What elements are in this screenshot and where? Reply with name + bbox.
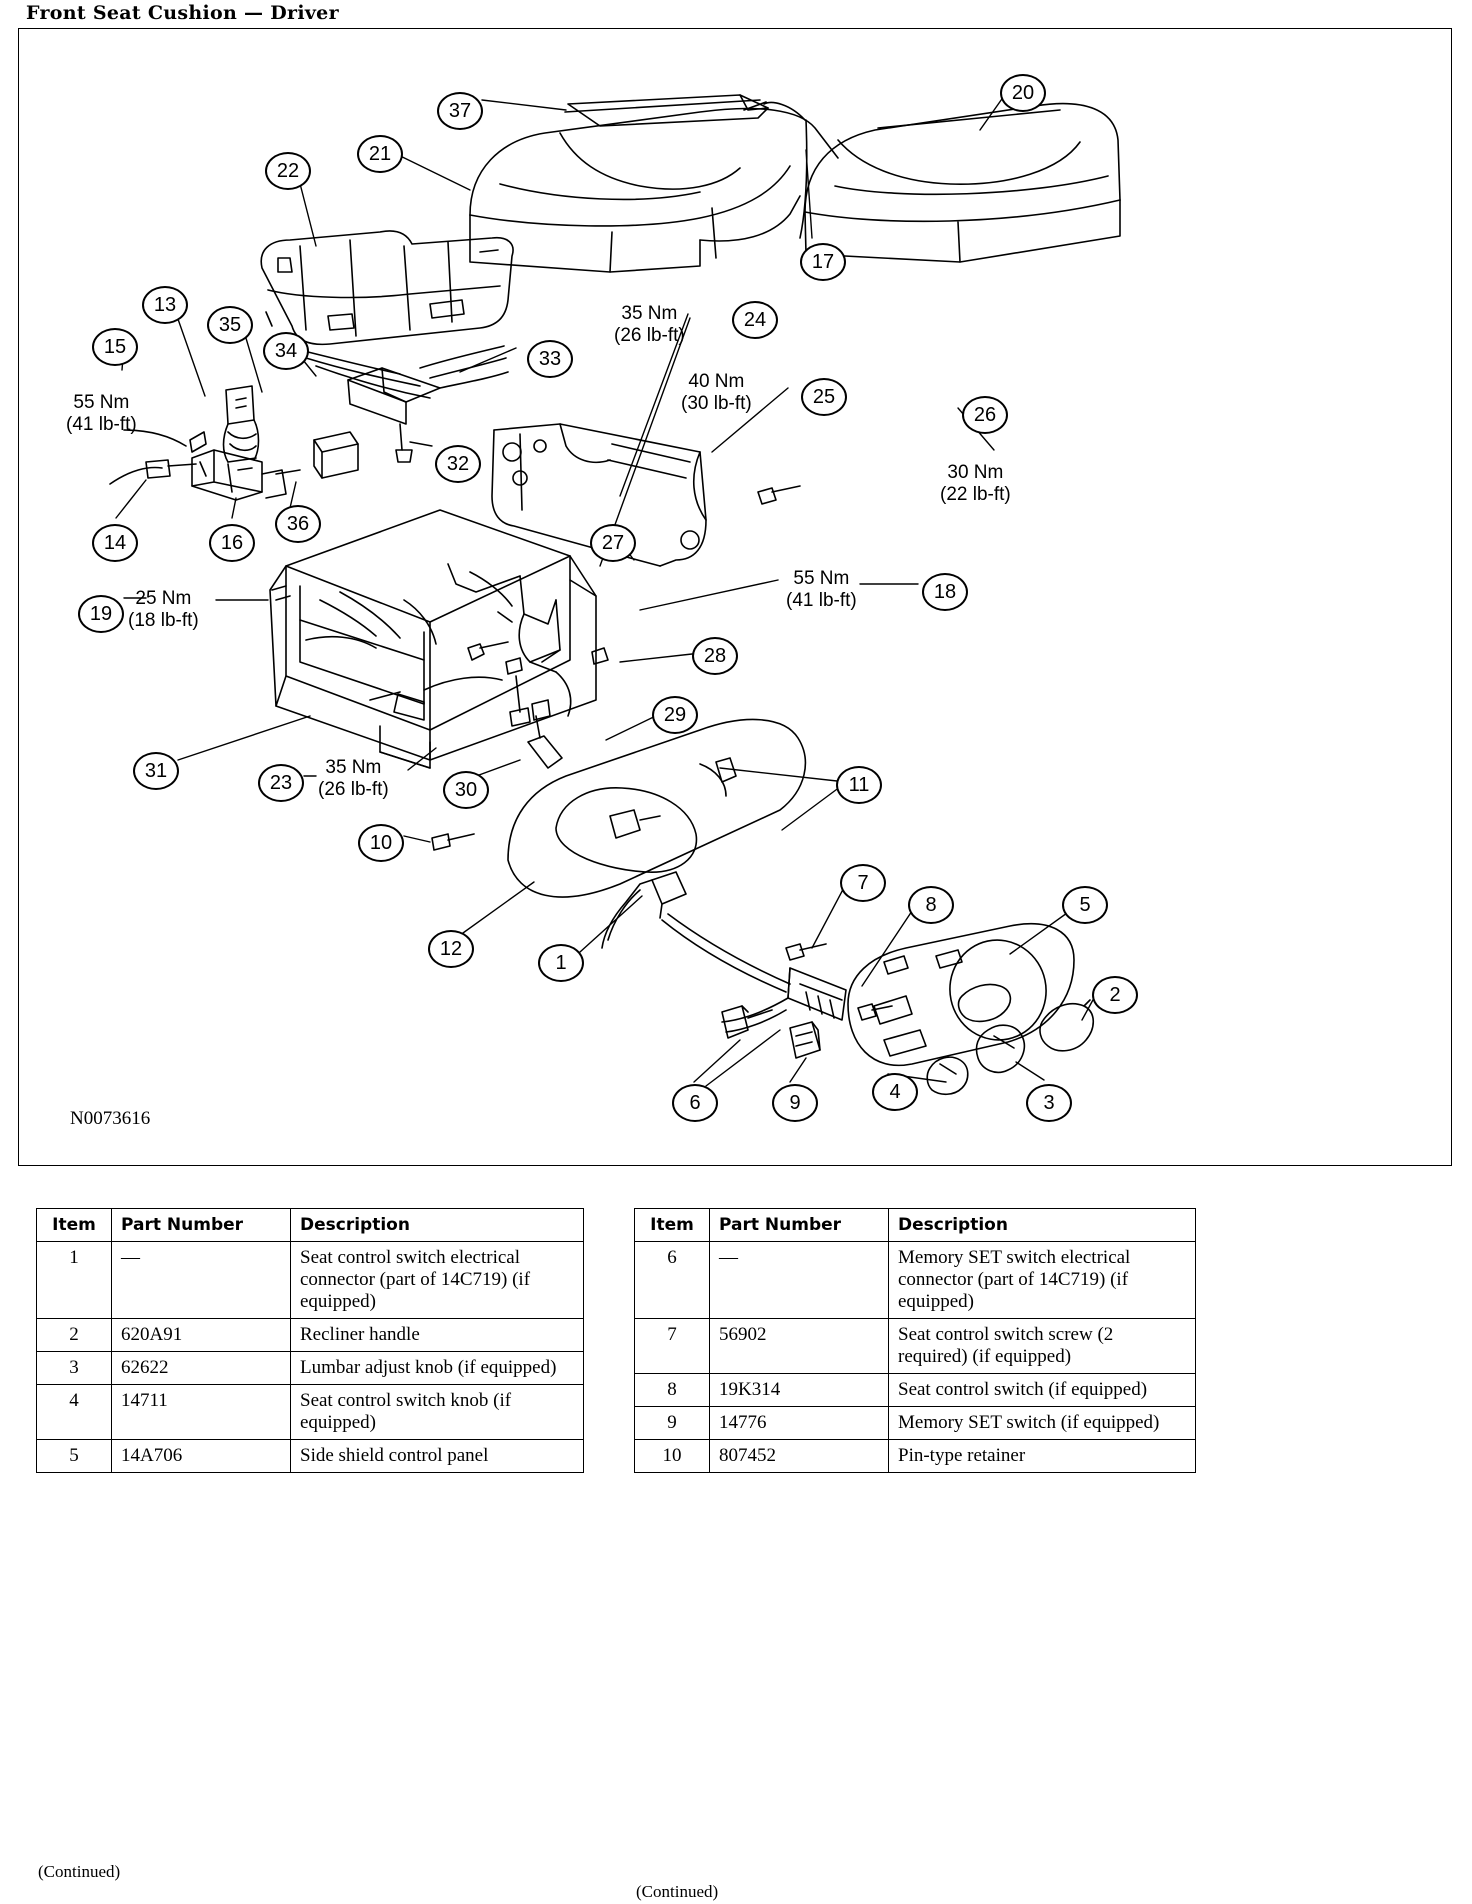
callout-29: 29 <box>652 696 698 734</box>
callout-31: 31 <box>133 752 179 790</box>
callout-18: 18 <box>922 573 968 611</box>
cell-part-number: 620A91 <box>112 1319 291 1352</box>
torque-value-nm: 30 Nm <box>947 462 1004 483</box>
callout-2: 2 <box>1092 976 1138 1014</box>
callout-34: 34 <box>263 332 309 370</box>
cell-description: Side shield control panel <box>291 1440 584 1473</box>
callout-6: 6 <box>672 1084 718 1122</box>
table-header-row <box>37 1209 584 1242</box>
torque-label <box>614 303 685 347</box>
callout-15: 15 <box>92 328 138 366</box>
callout-32: 32 <box>435 445 481 483</box>
torque-value-lbft: (22 lb-ft) <box>940 484 1011 505</box>
torque-value-lbft: (30 lb-ft) <box>681 393 752 414</box>
table-row <box>37 1352 584 1385</box>
cell-description: Recliner handle <box>291 1319 584 1352</box>
cell-part-number: 14776 <box>710 1407 889 1440</box>
cell-item: 5 <box>37 1440 112 1473</box>
cell-item: 9 <box>635 1407 710 1440</box>
cell-item: 10 <box>635 1440 710 1473</box>
table-row <box>37 1319 584 1352</box>
column-header-part-number: Part Number <box>710 1209 889 1242</box>
cell-description: Lumbar adjust knob (if equipped) <box>291 1352 584 1385</box>
callout-33: 33 <box>527 340 573 378</box>
cell-item: 2 <box>37 1319 112 1352</box>
cell-item: 6 <box>635 1242 710 1319</box>
torque-value-lbft: (18 lb-ft) <box>128 610 199 631</box>
table-row <box>635 1242 1196 1319</box>
callout-17: 17 <box>800 243 846 281</box>
callout-16: 16 <box>209 524 255 562</box>
table-row <box>37 1242 584 1319</box>
cell-description: Seat control switch screw (2 required) (if equipped) <box>889 1319 1196 1374</box>
cell-part-number: 14711 <box>112 1385 291 1440</box>
torque-value-lbft: (26 lb-ft) <box>614 325 685 346</box>
column-header-part-number: Part Number <box>112 1209 291 1242</box>
callout-26: 26 <box>962 396 1008 434</box>
cell-part-number: 56902 <box>710 1319 889 1374</box>
callout-10: 10 <box>358 824 404 862</box>
torque-value-lbft: (41 lb-ft) <box>66 414 137 435</box>
cell-item: 8 <box>635 1374 710 1407</box>
callout-21: 21 <box>357 135 403 173</box>
column-header-item: Item <box>635 1209 710 1242</box>
callout-12: 12 <box>428 930 474 968</box>
torque-label <box>318 757 389 801</box>
cell-part-number: — <box>710 1242 889 1319</box>
torque-value-nm: 40 Nm <box>688 371 745 392</box>
callout-7: 7 <box>840 864 886 902</box>
callout-4: 4 <box>872 1073 918 1111</box>
torque-value-nm: 35 Nm <box>325 757 382 778</box>
callout-14: 14 <box>92 524 138 562</box>
table-header-row <box>635 1209 1196 1242</box>
callout-8: 8 <box>908 886 954 924</box>
cell-description: Seat control switch (if equipped) <box>889 1374 1196 1407</box>
cell-part-number: 62622 <box>112 1352 291 1385</box>
cell-description: Memory SET switch (if equipped) <box>889 1407 1196 1440</box>
cell-item: 4 <box>37 1385 112 1440</box>
cell-item: 3 <box>37 1352 112 1385</box>
cell-part-number: 14A706 <box>112 1440 291 1473</box>
table-row <box>635 1319 1196 1374</box>
parts-table-left <box>36 1208 584 1473</box>
column-header-description: Description <box>291 1209 584 1242</box>
torque-value-nm: 55 Nm <box>793 568 850 589</box>
callout-5: 5 <box>1062 886 1108 924</box>
cell-description: Pin-type retainer <box>889 1440 1196 1473</box>
torque-label <box>66 392 137 436</box>
column-header-description: Description <box>889 1209 1196 1242</box>
table-row <box>37 1440 584 1473</box>
torque-label <box>786 568 857 612</box>
callout-13: 13 <box>142 286 188 324</box>
callout-9: 9 <box>772 1084 818 1122</box>
torque-value-nm: 55 Nm <box>73 392 130 413</box>
callout-24: 24 <box>732 301 778 339</box>
column-header-item: Item <box>37 1209 112 1242</box>
cell-part-number: 807452 <box>710 1440 889 1473</box>
page-title: Front Seat Cushion — Driver <box>26 2 339 24</box>
cell-item: 1 <box>37 1242 112 1319</box>
callout-23: 23 <box>258 764 304 802</box>
callout-36: 36 <box>275 505 321 543</box>
torque-value-lbft: (26 lb-ft) <box>318 779 389 800</box>
callout-20: 20 <box>1000 74 1046 112</box>
cell-item: 7 <box>635 1319 710 1374</box>
table-row <box>635 1407 1196 1440</box>
cell-description: Memory SET switch electrical connector (part of 14C719) (if equipped) <box>889 1242 1196 1319</box>
table-row <box>37 1385 584 1440</box>
cell-part-number: — <box>112 1242 291 1319</box>
cell-description: Seat control switch knob (if equipped) <box>291 1385 584 1440</box>
torque-label <box>128 588 199 632</box>
callout-27: 27 <box>590 524 636 562</box>
table-row <box>635 1374 1196 1407</box>
parts-table-right <box>634 1208 1196 1473</box>
table-row <box>635 1440 1196 1473</box>
callout-1: 1 <box>538 944 584 982</box>
callout-25: 25 <box>801 378 847 416</box>
callout-37: 37 <box>437 92 483 130</box>
cell-part-number: 19K314 <box>710 1374 889 1407</box>
callout-22: 22 <box>265 152 311 190</box>
continued-note-right: (Continued) <box>636 1882 719 1901</box>
callout-30: 30 <box>443 771 489 809</box>
cell-description: Seat control switch electrical connector (part of 14C719) (if equipped) <box>291 1242 584 1319</box>
callout-28: 28 <box>692 637 738 675</box>
callout-35: 35 <box>207 306 253 344</box>
figure-id: N0073616 <box>70 1108 151 1129</box>
torque-value-nm: 35 Nm <box>621 303 678 324</box>
torque-label <box>940 462 1011 506</box>
torque-value-lbft: (41 lb-ft) <box>786 590 857 611</box>
torque-label <box>681 371 752 415</box>
callout-3: 3 <box>1026 1084 1072 1122</box>
continued-note-left: (Continued) <box>38 1862 121 1881</box>
torque-value-nm: 25 Nm <box>135 588 192 609</box>
callout-19: 19 <box>78 595 124 633</box>
callout-11: 11 <box>836 766 882 804</box>
figure-frame <box>18 28 1452 1166</box>
